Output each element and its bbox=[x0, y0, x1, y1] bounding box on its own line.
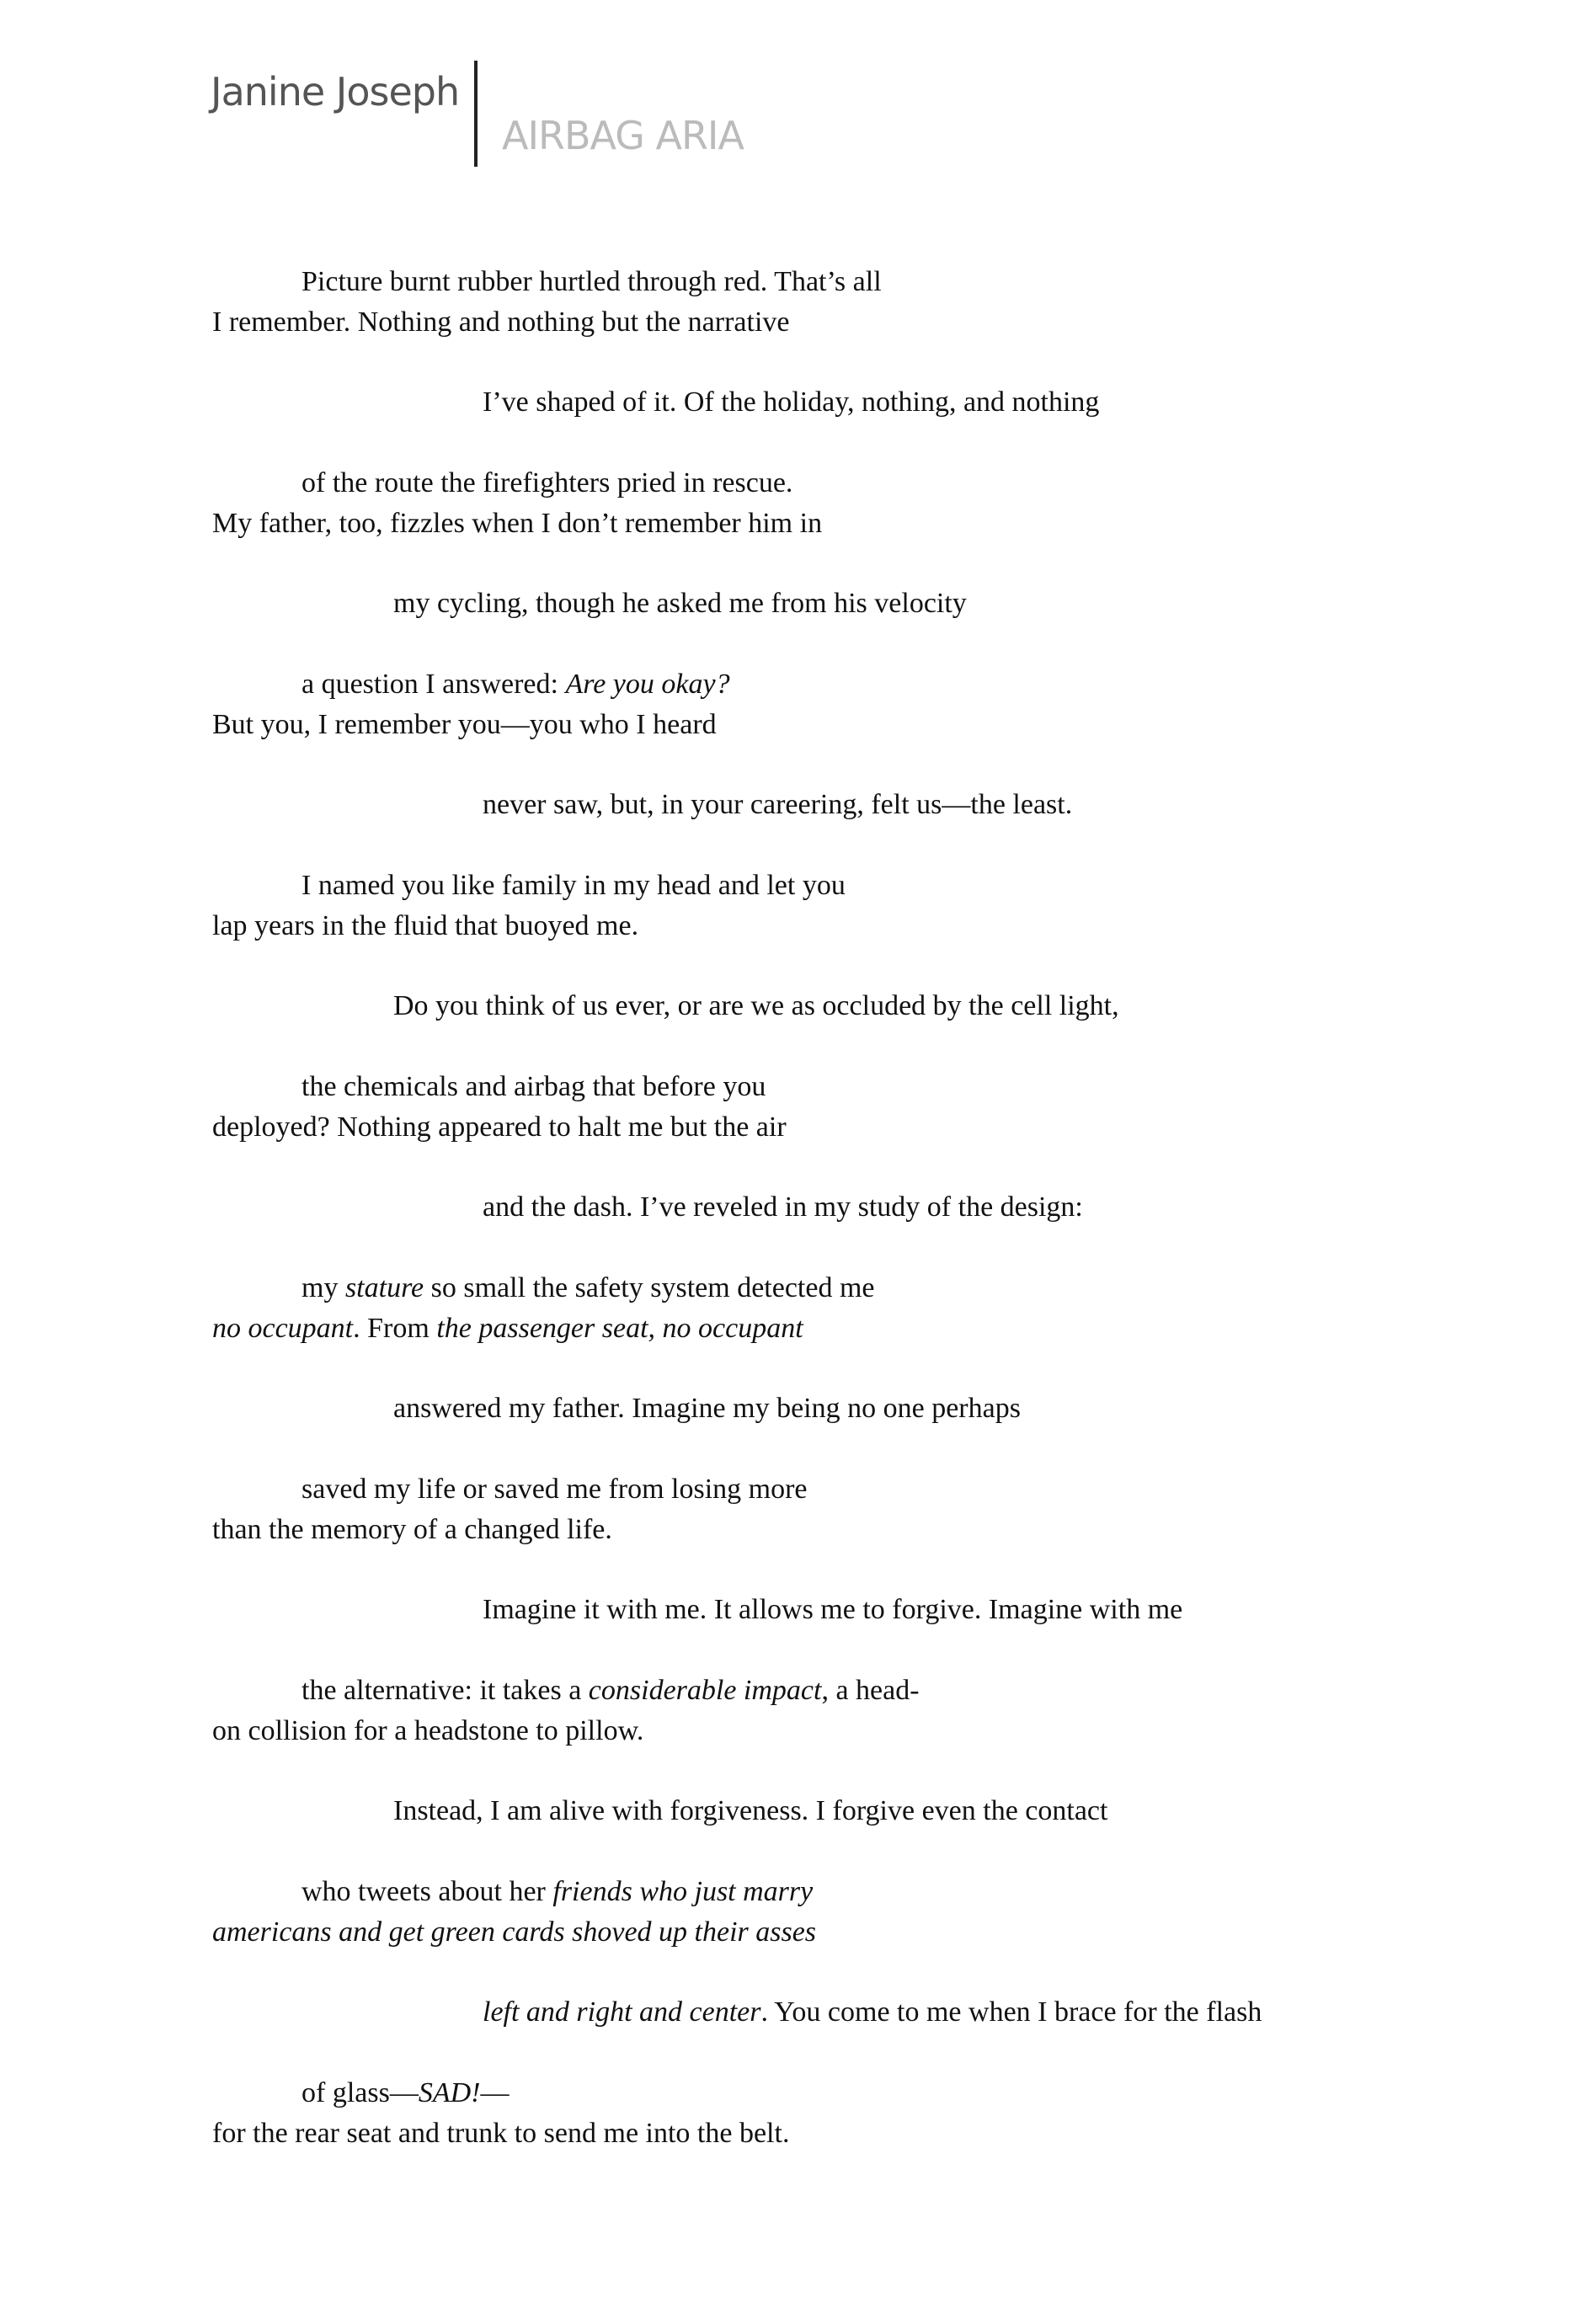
poem-line bbox=[212, 262, 1262, 302]
line-text: so small the safety system detected me bbox=[424, 1271, 875, 1303]
stanza-break bbox=[212, 544, 1262, 584]
poem-line bbox=[212, 1187, 1262, 1228]
line-text: my bbox=[301, 1271, 345, 1303]
poem-line bbox=[212, 986, 1262, 1026]
poem-line bbox=[212, 504, 1262, 544]
line-text: , a head- bbox=[821, 1674, 920, 1706]
line-text: I remember. Nothing and nothing but the narrative bbox=[212, 306, 790, 338]
line-text: for the rear seat and trunk to send me into the belt. bbox=[212, 2117, 790, 2149]
line-text: saved my life or saved me from losing more bbox=[301, 1473, 808, 1505]
poem-line bbox=[212, 302, 1262, 343]
line-text: Picture burnt rubber hurtled through red. That’s all bbox=[301, 266, 882, 297]
poem-line bbox=[212, 1389, 1262, 1429]
poem-line bbox=[212, 785, 1262, 825]
line-text: . From bbox=[353, 1312, 437, 1344]
line-text: on collision for a headstone to pillow. bbox=[212, 1714, 644, 1746]
line-text: My father, too, fizzles when I don’t remember him in bbox=[212, 507, 823, 539]
poem-line bbox=[212, 1872, 1262, 1912]
line-text: But you, I remember you—you who I heard bbox=[212, 708, 717, 740]
poem-line bbox=[212, 1268, 1262, 1309]
poem-title: AIRBAG ARIA bbox=[502, 113, 744, 158]
author-name: Janine Joseph bbox=[211, 69, 460, 115]
poem-line bbox=[212, 584, 1262, 624]
stanza-break bbox=[212, 1228, 1262, 1268]
line-text: Instead, I am alive with forgiveness. I forgive even the contact bbox=[393, 1795, 1108, 1827]
poem-line bbox=[212, 866, 1262, 906]
line-text: lap years in the fluid that buoyed me. bbox=[212, 909, 639, 941]
line-text: I named you like family in my head and let you bbox=[301, 869, 846, 901]
line-text: . You come to me when I brace for the flash bbox=[760, 1996, 1262, 2028]
stanza-break bbox=[212, 1026, 1262, 1067]
stanza-break bbox=[212, 745, 1262, 786]
line-text: the alternative: it takes a bbox=[301, 1674, 589, 1706]
poem-line bbox=[212, 664, 1262, 705]
stanza-break bbox=[212, 1831, 1262, 1872]
poem-line bbox=[212, 1912, 1262, 1953]
poem-body bbox=[212, 262, 1262, 2153]
poem-line bbox=[212, 382, 1262, 423]
poem-line bbox=[212, 1992, 1262, 2033]
italic-text: Are you okay? bbox=[565, 668, 730, 700]
poem-line bbox=[212, 906, 1262, 946]
poem-line bbox=[212, 463, 1262, 504]
poem-line bbox=[212, 1309, 1262, 1349]
italic-text: americans and get green cards shoved up their asses bbox=[212, 1916, 817, 1948]
stanza-break bbox=[212, 946, 1262, 987]
italic-text: SAD! bbox=[418, 2076, 481, 2108]
poem-line bbox=[212, 1711, 1262, 1751]
stanza-break bbox=[212, 343, 1262, 383]
line-text: of the route the firefighters pried in rescue. bbox=[301, 466, 793, 498]
line-text: a question I answered: bbox=[301, 668, 566, 700]
stanza-break bbox=[212, 423, 1262, 463]
line-text: my cycling, though he asked me from his velocity bbox=[393, 588, 967, 620]
stanza-break bbox=[212, 825, 1262, 866]
stanza-break bbox=[212, 1349, 1262, 1389]
poem-line bbox=[212, 1469, 1262, 1510]
line-text: who tweets about her bbox=[301, 1875, 553, 1907]
poem-line bbox=[212, 2073, 1262, 2113]
stanza-break bbox=[212, 1952, 1262, 1992]
stanza-break bbox=[212, 1429, 1262, 1469]
line-text: Do you think of us ever, or are we as occluded by the cell light, bbox=[393, 990, 1119, 1022]
italic-text: considerable impact bbox=[588, 1674, 822, 1706]
italic-text: friends who just marry bbox=[552, 1875, 814, 1907]
line-text: I’ve shaped of it. Of the holiday, nothing, and nothing bbox=[483, 386, 1100, 418]
stanza-break bbox=[212, 1630, 1262, 1671]
stanza-break bbox=[212, 624, 1262, 664]
line-text: answered my father. Imagine my being no one perhaps bbox=[393, 1393, 1021, 1425]
poem-line bbox=[212, 1590, 1262, 1630]
line-text: of glass— bbox=[301, 2076, 419, 2108]
italic-text: stature bbox=[344, 1271, 424, 1303]
line-text: than the memory of a changed life. bbox=[212, 1513, 612, 1545]
italic-text: no occupant bbox=[212, 1312, 354, 1344]
line-text: the chemicals and airbag that before you bbox=[301, 1070, 766, 1102]
stanza-break bbox=[212, 1550, 1262, 1591]
line-text: and the dash. I’ve reveled in my study of the design: bbox=[483, 1191, 1083, 1223]
italic-text: the passenger seat, no occupant bbox=[436, 1312, 803, 1344]
stanza-break bbox=[212, 2033, 1262, 2073]
poem-line bbox=[212, 1671, 1262, 1711]
stanza-break bbox=[212, 1148, 1262, 1188]
line-text: Imagine it with me. It allows me to forgive. Imagine with me bbox=[483, 1594, 1183, 1626]
italic-text: left and right and center bbox=[483, 1996, 761, 2028]
line-text: — bbox=[480, 2076, 510, 2108]
poem-line bbox=[212, 705, 1262, 745]
poem-line bbox=[212, 1791, 1262, 1831]
poem-line bbox=[212, 1067, 1262, 1107]
poem-line bbox=[212, 1107, 1262, 1148]
header-divider bbox=[474, 61, 478, 167]
line-text: never saw, but, in your careering, felt us—the least. bbox=[483, 789, 1073, 821]
line-text: deployed? Nothing appeared to halt me but the air bbox=[212, 1111, 787, 1143]
poem-line bbox=[212, 2113, 1262, 2154]
poem-line bbox=[212, 1510, 1262, 1550]
stanza-break bbox=[212, 1751, 1262, 1791]
